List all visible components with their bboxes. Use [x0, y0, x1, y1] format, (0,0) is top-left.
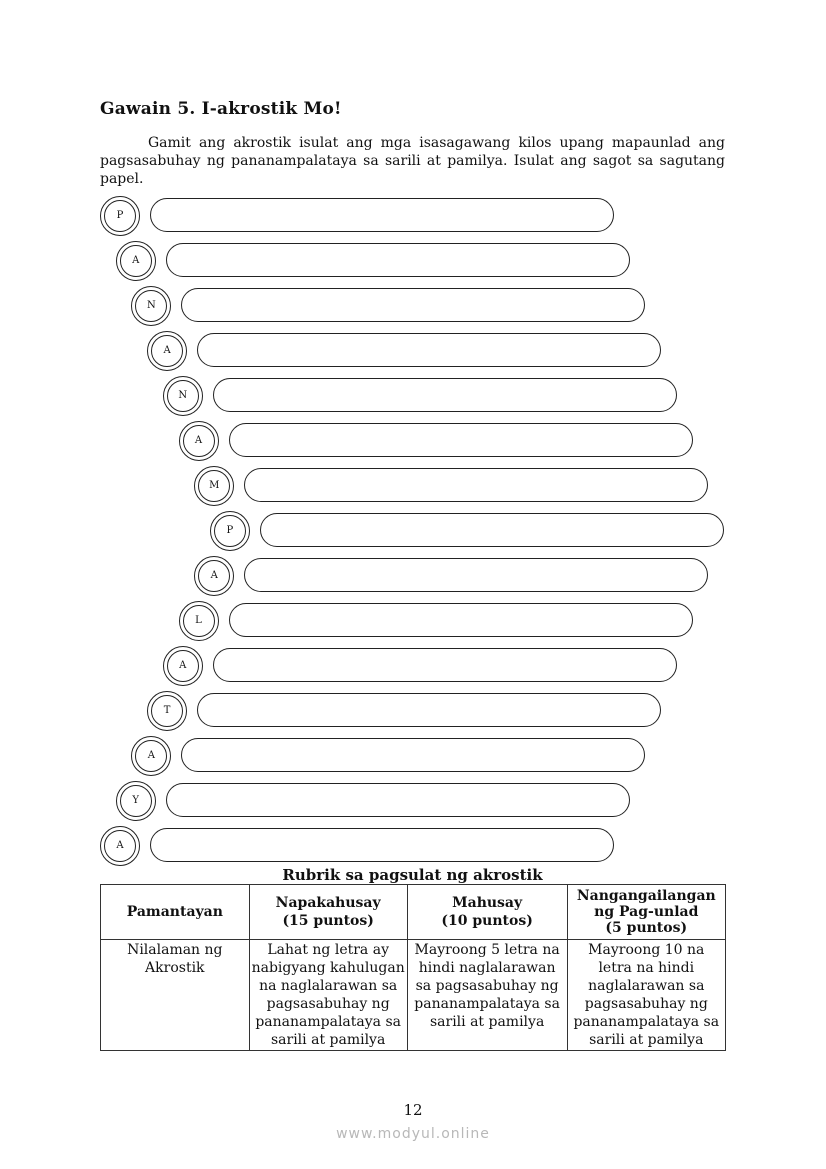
rubric-row	[101, 940, 726, 1051]
answer-line	[229, 423, 693, 457]
page-number: 12	[403, 1101, 423, 1119]
answer-line	[181, 288, 645, 322]
answer-line	[213, 648, 677, 682]
answer-line	[244, 468, 708, 502]
acrostic-letter: N	[147, 300, 156, 311]
acrostic-letter: A	[163, 345, 171, 356]
acrostic-letter: A	[194, 435, 203, 446]
answer-line	[229, 603, 693, 637]
rubric-header-row	[101, 885, 726, 940]
acrostic-letter: M	[209, 480, 220, 491]
header-criteria: Pamantayan	[101, 885, 250, 940]
criteria-cell: Nilalaman ng Akrostik	[101, 940, 250, 1051]
rubric-title: Rubrik sa pagsulat ng akrostik	[282, 866, 543, 884]
answer-line	[197, 333, 661, 367]
acrostic-letter: P	[226, 525, 234, 536]
acrostic-letter: Y	[132, 795, 139, 806]
answer-line	[150, 828, 614, 862]
answer-line	[197, 693, 661, 727]
answer-line	[244, 558, 708, 592]
acrostic-letter: A	[132, 255, 140, 266]
acrostic-letter: P	[116, 210, 124, 221]
good-description: Mayroong 5 letra na hindi naglalarawan sa pagsasabuhay ng pananampalataya sa sarili at pamilya	[407, 940, 567, 1051]
answer-line	[150, 198, 614, 232]
acrostic-letter: A	[147, 750, 155, 761]
acrostic-letter: N	[178, 390, 188, 401]
activity-title: Gawain 5. I-akrostik Mo!	[100, 99, 342, 119]
header-level-good: Mahusay (10 puntos)	[407, 885, 567, 940]
needs-improvement-description: Mayroong 10 na letra na hindi naglalarawan sa pagsasabuhay ng pananampalataya sa sarili at pamilya	[567, 940, 725, 1051]
header-level-needs-improvement: Nangangailangan ng Pag-unlad (5 puntos)	[567, 885, 725, 940]
acrostic-letter: A	[116, 840, 124, 851]
answer-line	[181, 738, 645, 772]
watermark: www.modyul.online	[336, 1126, 490, 1142]
answer-line	[166, 243, 630, 277]
rubric-table	[100, 884, 726, 1051]
header-level-excellent: Napakahusay (15 puntos)	[249, 885, 407, 940]
answer-line	[213, 378, 677, 412]
acrostic-letter: T	[163, 705, 171, 716]
answer-line	[166, 783, 630, 817]
activity-instructions: Gamit ang akrostik isulat ang mga isasagawang kilos upang mapaunlad ang pagsasabuhay ng pananampalataya sa sarili at pamilya. Isulat ang sagot sa sagutang papel.	[100, 135, 725, 187]
answer-line	[260, 513, 724, 547]
excellent-description: Lahat ng letra ay nabigyang kahulugan na naglalarawan sa pagsasabuhay ng pananampalataya sa sarili at pamilya	[249, 940, 407, 1051]
acrostic-letter: A	[179, 660, 187, 671]
acrostic-letter: L	[195, 615, 202, 626]
acrostic-letter: A	[210, 570, 218, 581]
